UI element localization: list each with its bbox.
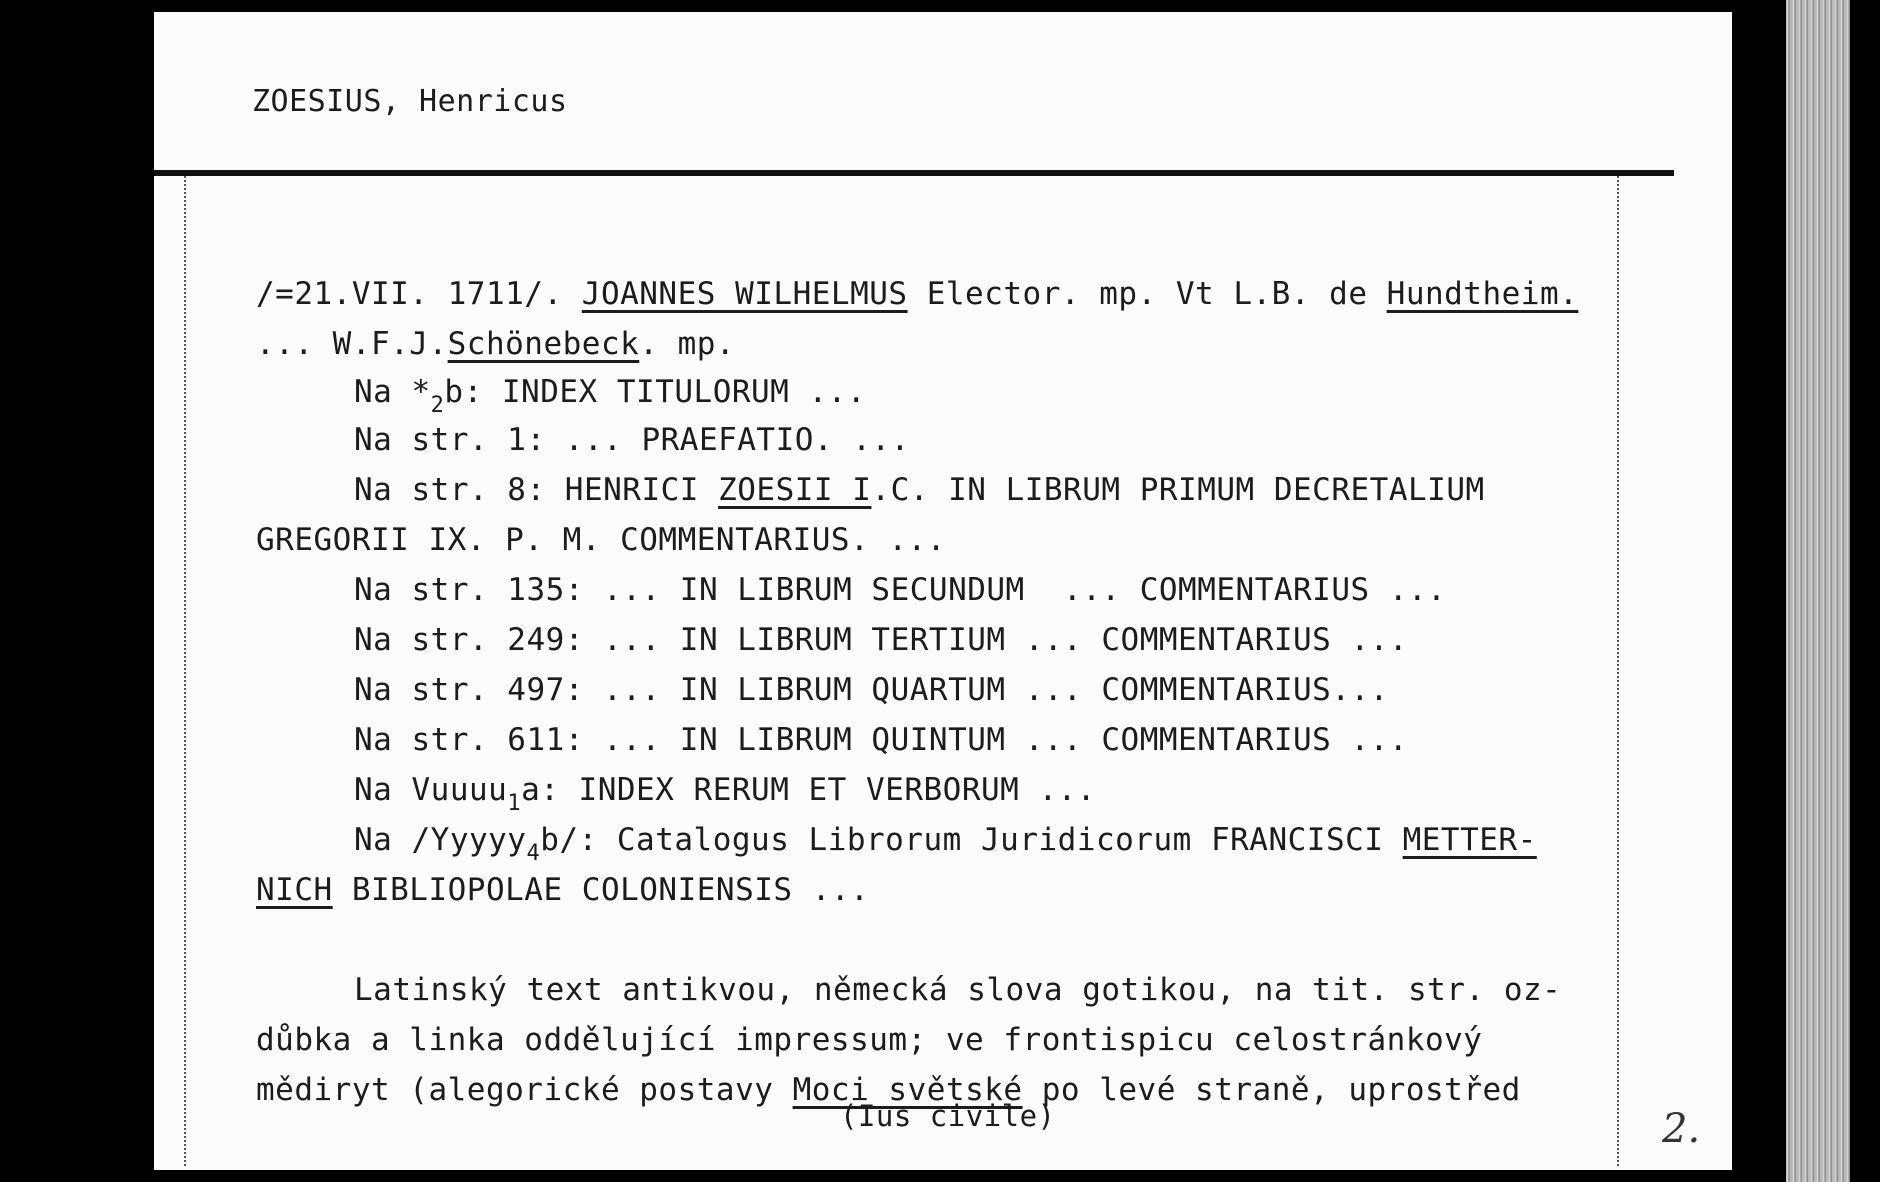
card-heading: ZOESIUS, Henricus (252, 84, 568, 119)
text-fragment: .C. IN LIBRUM PRIMUM DECRETALIUM (871, 472, 1485, 508)
text-line-10: Na str. 611: ... IN LIBRUM QUINTUM ... COMMENTARIUS ... (354, 722, 1408, 758)
underlined-name: Schönebeck (447, 326, 640, 362)
text-line-4: Na str. 1: ... PRAEFATIO. ... (354, 422, 910, 458)
underlined-name: METTER- (1402, 822, 1537, 858)
text-fragment: BIBLIOPOLAE COLONIENSIS ... (332, 872, 870, 908)
signature-subscript: 1 (507, 791, 522, 816)
scanner-edge-strip (1786, 0, 1850, 1182)
text-line-11 (354, 772, 1096, 822)
header-divider (154, 170, 1674, 176)
handwritten-note: (Ius civile) (840, 1099, 1056, 1133)
left-margin-dots (184, 176, 186, 1166)
text-line-9: Na str. 497: ... IN LIBRUM QUARTUM ... COMMENTARIUS... (354, 672, 1389, 708)
underlined-name: ZOESII I (718, 472, 872, 508)
text-fragment: b: INDEX TITULORUM ... (444, 374, 867, 410)
page-number: 2. (1662, 1106, 1701, 1152)
text-line-8: Na str. 249: ... IN LIBRUM TERTIUM ... COMMENTARIUS ... (354, 622, 1408, 658)
text-fragment: po levé straně, uprostřed (1022, 1072, 1521, 1108)
text-fragment: Na * (354, 374, 431, 410)
underlined-name: NICH (256, 872, 333, 908)
underlined-place: Hundtheim. (1386, 276, 1579, 312)
text-fragment: Elector. mp. Vt L.B. de (907, 276, 1387, 312)
signature-subscript: 4 (526, 841, 541, 866)
text-line-5 (354, 472, 1485, 508)
text-line-3 (354, 374, 866, 424)
text-fragment: Na Vuuuu (354, 772, 508, 808)
text-fragment: mědiryt (alegorické postavy (256, 1072, 793, 1108)
text-fragment: a: INDEX RERUM ET VERBORUM ... (521, 772, 1096, 808)
text-line-12 (354, 822, 1537, 872)
text-line-15: důbka a linka oddělující impressum; ve frontispicu celostránkový (256, 1022, 1483, 1058)
signature-subscript: 2 (430, 393, 445, 418)
text-line-13 (256, 872, 869, 908)
text-line-1 (256, 276, 1578, 312)
text-fragment: b/: Catalogus Librorum Juridicorum FRANCISCI (540, 822, 1403, 858)
text-line-2 (256, 326, 735, 362)
date-text: /=21.VII. 1711/. (256, 276, 582, 312)
text-fragment: ... W.F.J. (256, 326, 448, 362)
text-line-7: Na str. 135: ... IN LIBRUM SECUNDUM ... COMMENTARIUS ... (354, 572, 1447, 608)
text-fragment: Na /Yyyyy (354, 822, 527, 858)
text-line-14: Latinský text antikvou, německá slova gotikou, na tit. str. oz- (354, 972, 1562, 1008)
underlined-name: JOANNES WILHELMUS (581, 276, 908, 312)
text-line-6: GREGORII IX. P. M. COMMENTARIUS. ... (256, 522, 946, 558)
text-fragment: . mp. (639, 326, 736, 362)
right-margin-dots (1617, 176, 1619, 1166)
underlined-term: Moci světské (792, 1072, 1023, 1108)
text-fragment: Na str. 8: HENRICI (354, 472, 719, 508)
